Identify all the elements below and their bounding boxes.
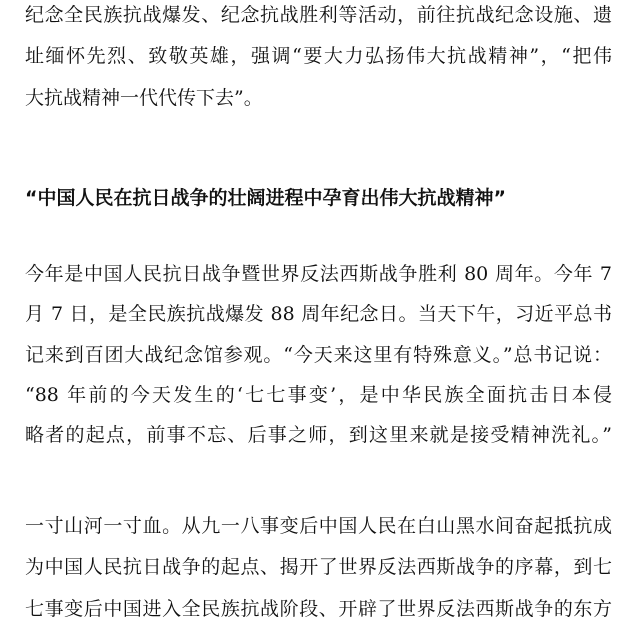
heading-text: “中国人民在抗日战争的壮阔进程中孕育出伟大抗战精神”	[25, 187, 506, 209]
paragraph-1-line-3	[0, 86, 640, 110]
text-line: 为中国人民抗日战争的起点、揭开了世界反法西斯战争的序幕，到七	[25, 556, 612, 578]
text-line: 纪念全民族抗战爆发、纪念抗战胜利等活动，前往抗战纪念设施、遗	[25, 4, 612, 26]
text-line: 址缅怀先烈、致敬英雄，强调“要大力弘扬伟大抗战精神”，“把伟	[25, 45, 612, 67]
paragraph-3-line-2	[0, 555, 640, 579]
paragraph-2-line-5	[0, 423, 640, 447]
text-line: 今年是中国人民抗日战争暨世界反法西斯战争胜利 80 周年。今年 7	[25, 263, 612, 285]
text-line: 月 7 日，是全民族抗战爆发 88 周年纪念日。当天下午，习近平总书	[25, 303, 612, 325]
paragraph-3-line-1	[0, 514, 640, 538]
paragraph-2-line-3	[0, 343, 640, 367]
text-line: 一寸山河一寸血。从九一八事变后中国人民在白山黑水间奋起抵抗成	[25, 515, 612, 537]
paragraph-2-line-2	[0, 302, 640, 326]
paragraph-3-line-3	[0, 597, 640, 621]
paragraph-2-line-1	[0, 262, 640, 286]
text-line: 七事变后中国进入全民族抗战阶段、开辟了世界反法西斯战争的东方	[25, 598, 612, 620]
paragraph-2-line-4	[0, 383, 640, 407]
paragraph-1-line-2	[0, 44, 640, 68]
text-line: 略者的起点，前事不忘、后事之师，到这里来就是接受精神洗礼。”	[25, 424, 612, 446]
text-line: “88 年前的今天发生的‘七七事变’，是中华民族全面抗击日本侵	[25, 384, 612, 406]
section-heading	[0, 186, 640, 210]
paragraph-1-line-1	[0, 3, 640, 27]
text-line: 记来到百团大战纪念馆参观。“今天来这里有特殊意义。”总书记说：	[25, 344, 612, 366]
text-line: 大抗战精神一代代传下去”。	[25, 87, 263, 109]
